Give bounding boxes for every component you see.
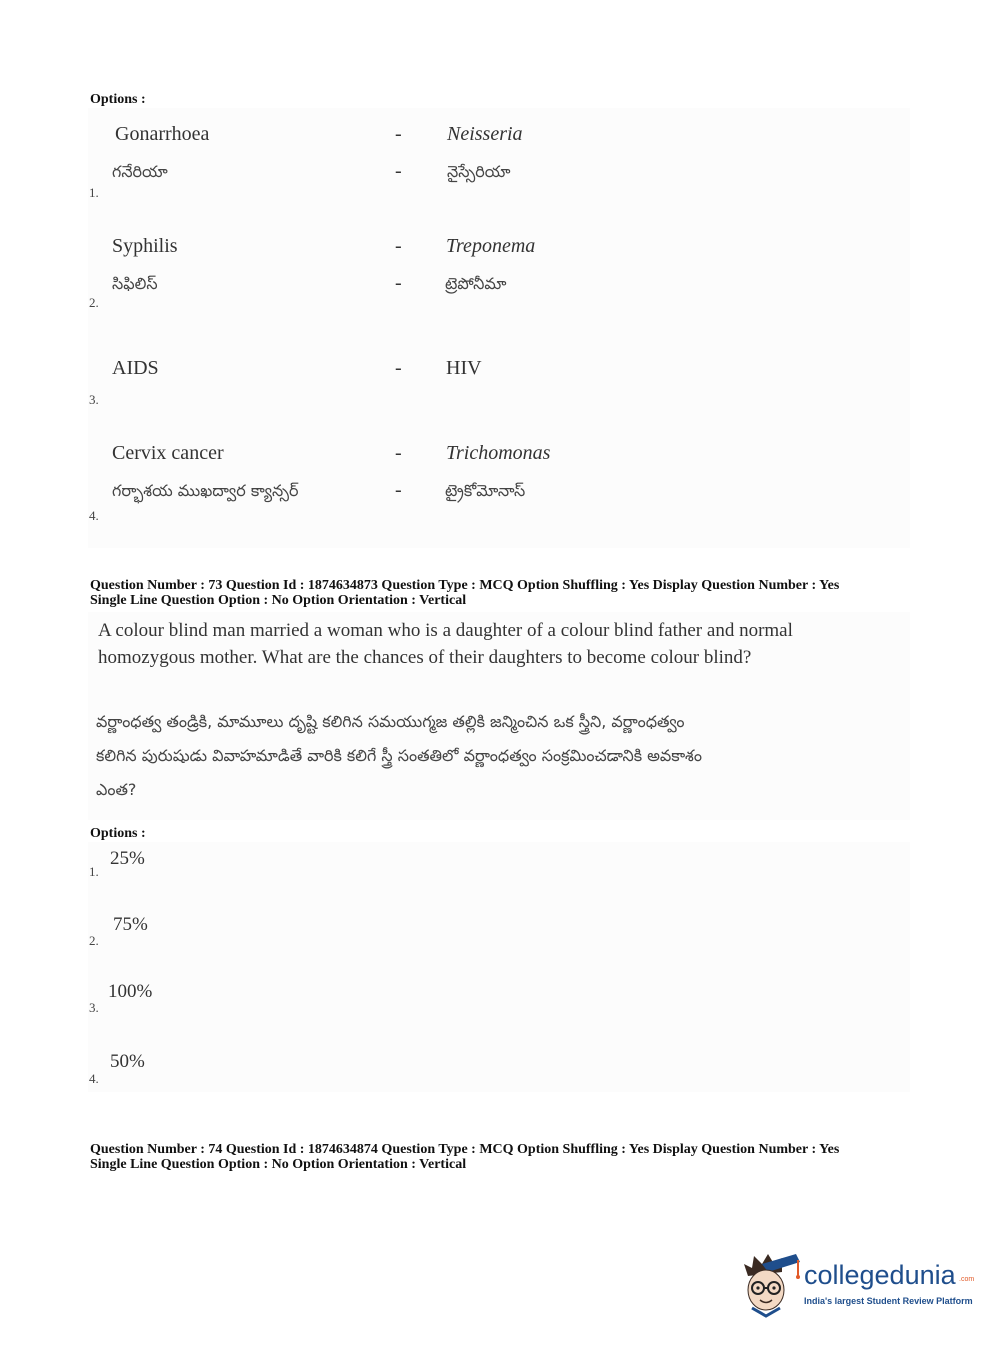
option-3-right-en: HIV: [446, 357, 482, 379]
option-2-left-te: సిఫిలిస్: [112, 274, 158, 293]
option-2-right-en: Treponema: [446, 235, 536, 257]
option-1-left-te: గనేరియా: [112, 162, 168, 181]
options-panel: [88, 108, 910, 548]
q73-option-2-value: 75%: [113, 914, 148, 935]
collegedunia-logo: [738, 1250, 978, 1320]
q73-text-te-1: వర్ణాంధత్వ తండ్రికి, మామూలు దృష్టి కలిగిన సమయుగ్మజ తల్లికి జన్మించిన ఒక స్త్రీని, వర్ణాంధత్వం: [96, 712, 685, 731]
logo-com: .com: [959, 1276, 975, 1283]
q73-option-2-number: 2.: [89, 933, 99, 948]
q73-option-4-value: 50%: [110, 1051, 145, 1072]
q73-text-en-1: A colour blind man married a woman who is a daughter of a colour blind father and normal: [98, 620, 793, 641]
q73-option-3-number: 3.: [89, 1000, 99, 1015]
option-1-number: 1.: [89, 185, 99, 200]
option-2-dash: -: [395, 235, 402, 257]
option-2-number: 2.: [89, 295, 99, 310]
option-4-number: 4.: [89, 508, 99, 523]
option-2-right-te: ట్రెపోనీమా: [445, 274, 507, 293]
option-4-dash-te: -: [395, 479, 402, 501]
logo-wordmark: collegedunia: [804, 1260, 956, 1290]
q73-options-label: Options :: [90, 826, 146, 841]
option-2-left-en: Syphilis: [112, 235, 178, 257]
option-3-number: 3.: [89, 392, 99, 407]
q73-text-en-2: homozygous mother. What are the chances of their daughters to become colour blind?: [98, 647, 752, 668]
option-3-left-en: AIDS: [112, 357, 159, 379]
q73-option-3-value: 100%: [108, 981, 153, 1002]
q73-option-1-value: 25%: [110, 848, 145, 869]
q74-meta-line-1: Question Number : 74 Question Id : 1874634874 Question Type : MCQ Option Shuffling : Yes Display Question Number : Yes: [90, 1142, 840, 1157]
options-label: Options :: [90, 92, 146, 107]
option-4-right-en: Trichomonas: [446, 442, 551, 464]
option-4-left-en: Cervix cancer: [112, 442, 224, 464]
option-1-left-en: Gonarrhoea: [115, 123, 210, 145]
q73-options-panel: [88, 842, 910, 1092]
option-4-left-te: గర్భాశయ ముఖద్వార క్యాన్సర్: [112, 481, 299, 500]
student-mascot-icon: [738, 1250, 802, 1318]
option-1-dash: -: [395, 123, 402, 145]
option-4-dash: -: [395, 442, 402, 464]
q73-meta-line-1: Question Number : 73 Question Id : 1874634873 Question Type : MCQ Option Shuffling : Yes Display Question Number : Yes: [90, 578, 840, 593]
q73-option-4-number: 4.: [89, 1071, 99, 1086]
option-4-right-te: ట్రైకోమోనాస్: [445, 481, 526, 500]
q73-text-te-2: కలిగిన పురుషుడు వివాహమాడితే వారికి కలిగే స్త్రీ సంతతిలో వర్ణాంధత్వం సంక్రమించడానికి అవకాశం: [96, 746, 702, 765]
q73-option-1-number: 1.: [89, 864, 99, 879]
option-3-dash: -: [395, 357, 402, 379]
q73-question-panel: [88, 612, 910, 820]
q74-meta-line-2: Single Line Question Option : No Option Orientation : Vertical: [90, 1157, 467, 1172]
option-2-dash-te: -: [395, 272, 402, 294]
q73-meta-line-2: Single Line Question Option : No Option Orientation : Vertical: [90, 593, 467, 608]
option-1-right-en: Neisseria: [447, 123, 523, 145]
q73-text-te-3: ఎంత?: [96, 780, 137, 799]
option-1-right-te: నైస్సేరియా: [447, 162, 511, 181]
logo-tagline: India's largest Student Review Platform: [804, 1296, 973, 1306]
option-1-dash-te: -: [395, 160, 402, 182]
